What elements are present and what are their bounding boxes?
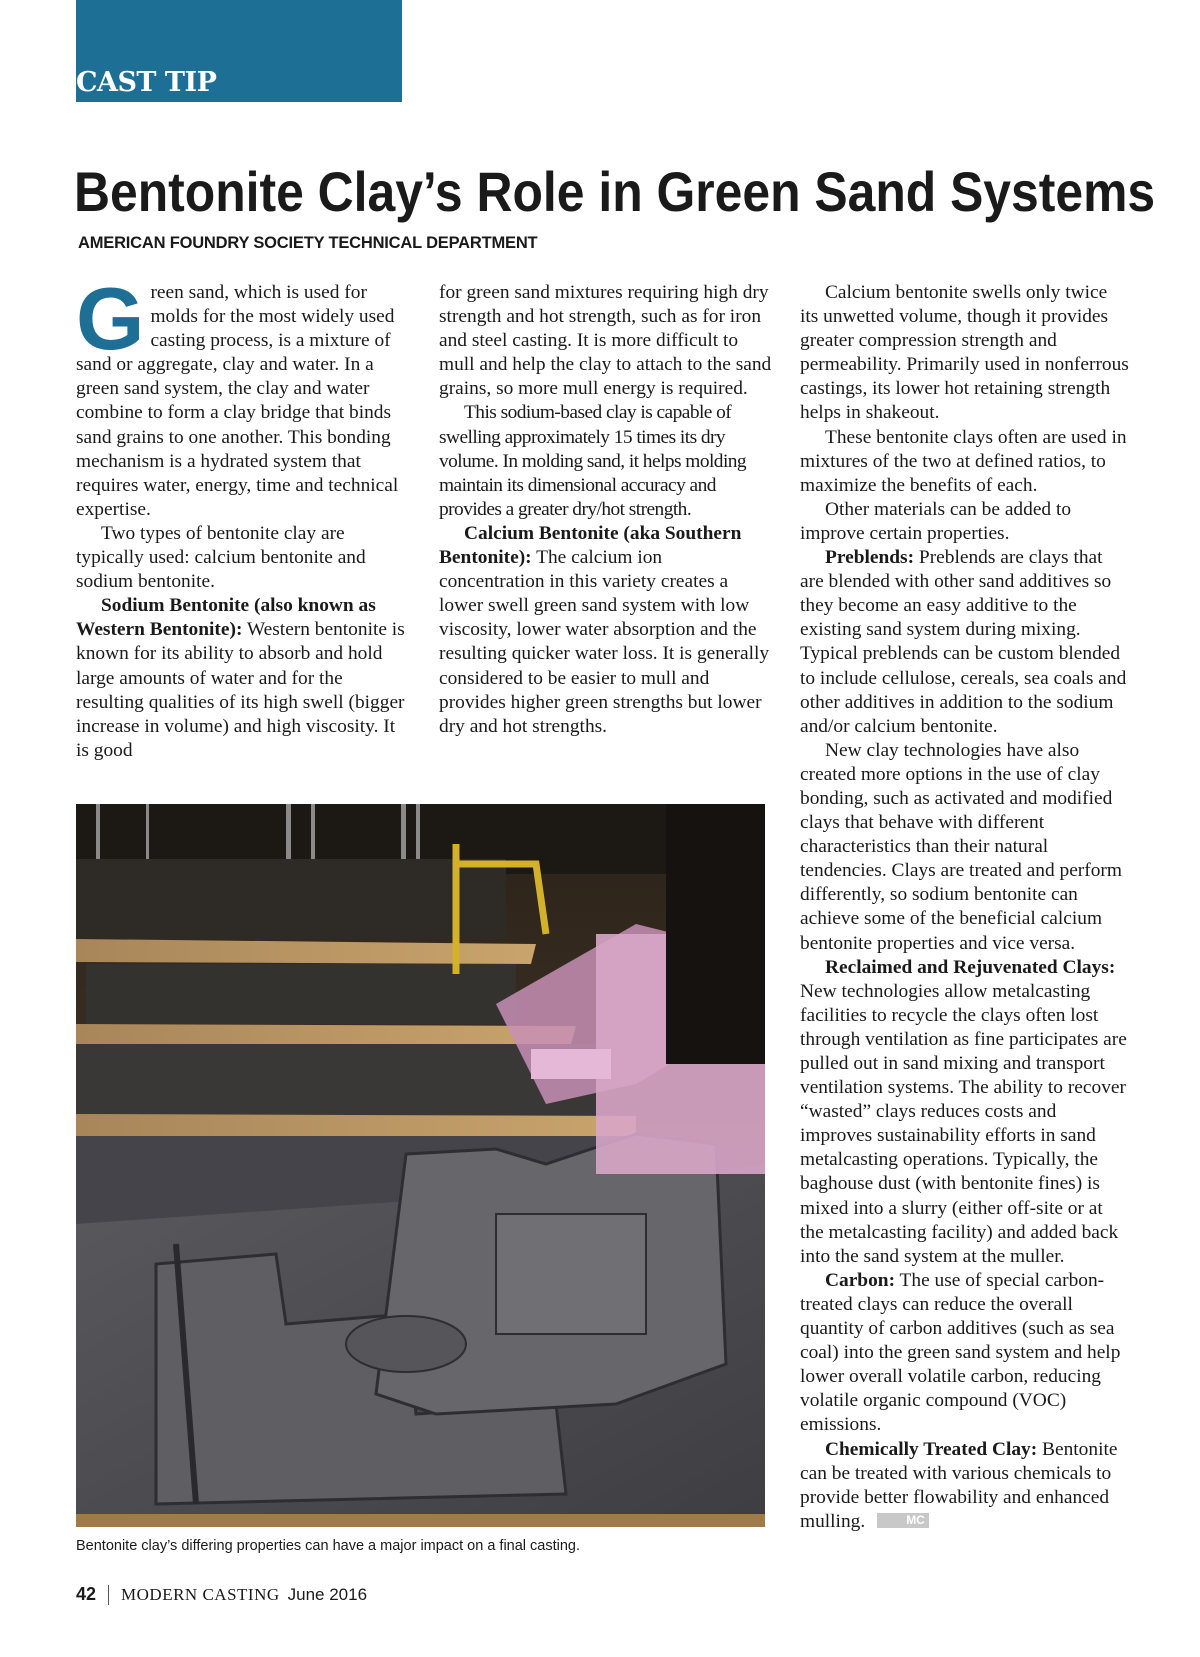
paragraph [76,269,408,522]
column-2 [439,281,772,739]
paragraph: Two types of bentonite clay are typically used: calcium bentonite and sodium bentonite. [76,522,366,593]
paragraph-text: The use of special carbon-treated clays can reduce the overall quantity of carbon additives (such as sea coal) into the green sand system and help lower overall volatile carbon, reducing volatile organic compound (VOC) emissions. [800,1269,1121,1436]
subhead: Preblends: [825,547,915,569]
paragraph: This sodium-based clay is capable of swelling approximately 15 times its dry volume. In molding sand, it helps molding maintain its dimensional accuracy and provides a greater dry/hot strength. [439,402,747,520]
issue-date: June 2016 [287,1584,368,1604]
end-mark: MC [877,1513,929,1528]
paragraph-text: Western bentonite is known for its ability to absorb and hold large amounts of water and for the resulting qualities of its high swell (bigger increase in volume) and high viscosity. It is good [76,619,405,761]
article-title: Bentonite Clay’s Role in Green Sand Systems [74,160,1156,223]
paragraph [439,522,772,739]
paragraph: Calcium bentonite swells only twice its unwetted volume, though it provides greater compression strength and permeability. Primarily used in nonferrous castings, its lower hot retaining strength helps in shakeout. [800,282,1129,424]
page-number: 42 [76,1584,97,1604]
paragraph: for green sand mixtures requiring high dry strength and hot strength, such as for iron and steel casting. It is more difficult to mull and help the clay to attach to the sand grains, so more mull energy is required. [439,282,772,400]
paragraph: Other materials can be added to improve certain properties. [800,498,1072,544]
paragraph [800,956,1130,1269]
paragraph-text: New technologies allow metalcasting facilities to recycle the clays often lost through ventilation as fine participates are pulled out in sand mixing and transport ventilation systems. The ability to recover “wasted” clays reduces costs and improves sustainability efforts in sand metalcasting operations. Typically, the baghouse dust (with bentonite fines) is mixed into a slurry (either off-site or at the metalcasting facility) and added back into the sand system at the muller. [800,980,1127,1267]
drop-cap: G [76,269,145,368]
subhead: Carbon: [825,1269,896,1291]
subhead: Sodium Bentonite (also known as Western Bentonite): [76,595,376,641]
column-1 [76,269,408,763]
page-footer [76,1584,367,1605]
footer-divider [108,1585,109,1605]
paragraph-text: reen sand, which is used for molds for the most widely used casting process, is a mixture of sand or aggregate, clay and water. In a green sand system, the clay and water combine to form a clay bridge that binds sand grains to one another. This bonding mechanism is a hydrated system that requires water, energy, time and technical expertise. [76,282,399,520]
paragraph: New clay technologies have also created more options in the use of clay bonding, such as activated and modified clays that behave with different characteristics than their natural tendencies. Clays are treated and perform differently, so sodium bentonite can achieve some of the beneficial calcium bentonite properties and vice versa. [800,739,1122,954]
magazine-name: MODERN CASTING [121,1584,280,1604]
paragraph [800,1438,1130,1534]
column-3 [800,281,1130,1534]
paragraph: These bentonite clays often are used in mixtures of the two at defined ratios, to maximize the benefits of each. [800,426,1127,496]
paragraph [800,1269,1130,1438]
subhead: Reclaimed and Rejuvenated Clays: [825,956,1116,978]
paragraph-text: Bentonite can be treated with various chemicals to provide better flowability and enhanced mulling. [800,1438,1118,1532]
paragraph-text: Preblends are clays that are blended with other sand additives so they become an easy additive to the existing sand system during mixing. Typical preblends can be custom blended to include cellulose, cereals, sea coals and other additives in addition to the sodium and/or calcium bentonite. [800,547,1127,737]
paragraph-text: The calcium ion concentration in this variety creates a lower swell green sand system with low viscosity, lower water absorption and the resulting quicker water loss. It is generally considered to be easier to mull and provides higher green strengths but lower dry and hot strengths. [439,547,770,737]
paragraph [800,546,1130,739]
foundry-mold-photo [76,804,765,1527]
subhead: Calcium Bentonite (aka Southern Bentonite): [439,522,742,569]
section-tag: CAST TIP [76,67,217,98]
photo-caption: Bentonite clay’s differing properties can have a major impact on a final casting. [76,1538,581,1554]
byline: AMERICAN FOUNDRY SOCIETY TECHNICAL DEPARTMENT [78,234,538,252]
subhead: Chemically Treated Clay: [825,1438,1038,1460]
paragraph [76,594,408,763]
